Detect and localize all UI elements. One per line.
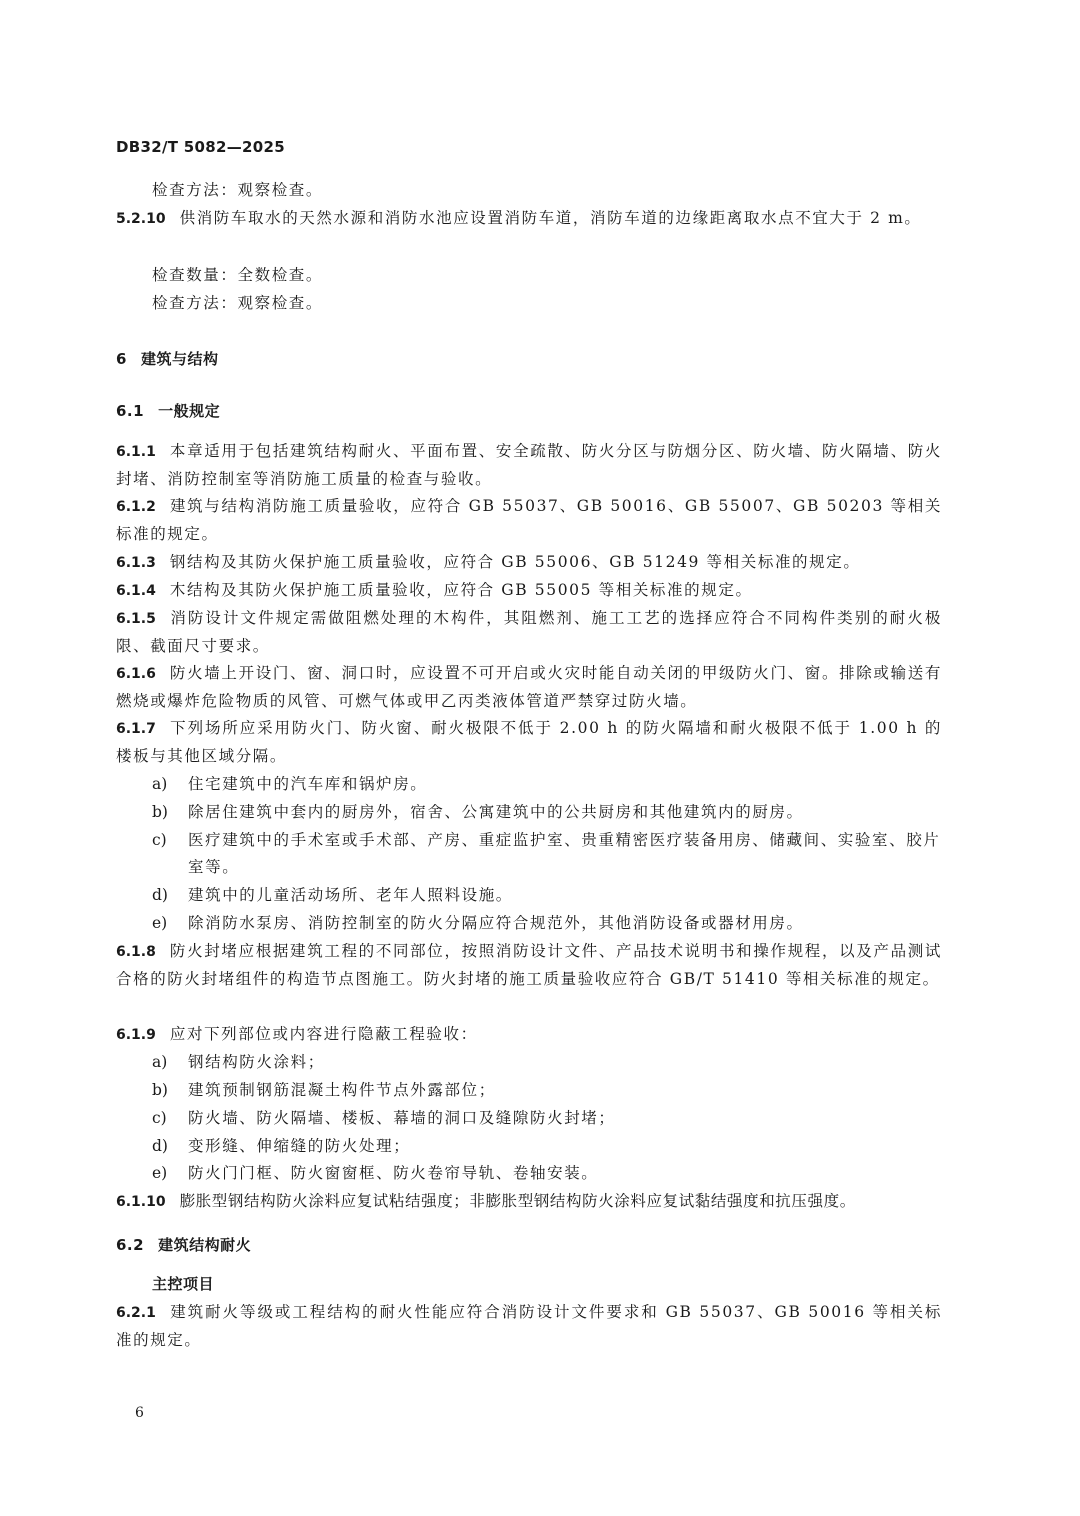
list-item (152, 1077, 942, 1104)
list-item (152, 771, 942, 798)
document-id-header: DB32/T 5082—2025 (116, 138, 285, 156)
list-text: 防火墙、防火隔墙、楼板、幕墙的洞口及缝隙防火封堵； (188, 1109, 616, 1127)
clause-text: 供消防车取水的天然水源和消防水池应设置消防车道，消防车道的边缘距离取水点不宜大于 2 m。 (179, 209, 922, 227)
clause-text: 防火墙上开设门、窗、洞口时，应设置不可开启或火灾时能自动关闭的甲级防火门、窗。排除或输送有燃烧或爆炸危险物质的风管、可燃气体或甲乙丙类液体管道严禁穿过防火墙。 (116, 664, 942, 710)
list-marker: a) (152, 775, 168, 793)
list-text: 住宅建筑中的汽车库和锅炉房。 (188, 775, 428, 793)
clause-6-1-6 (116, 660, 942, 715)
list-item (152, 1160, 942, 1187)
clause-number: 6.2.1 (116, 1305, 156, 1321)
page-number: 6 (135, 1405, 144, 1421)
list-item (152, 827, 942, 881)
clause-6-1-10 (116, 1188, 942, 1216)
clause-text: 建筑与结构消防施工质量验收，应符合 GB 55037、GB 50016、GB 55007、GB 50203 等相关标准的规定。 (116, 497, 942, 543)
clause-number: 6.1.9 (116, 1027, 156, 1043)
clause-text: 钢结构及其防火保护施工质量验收，应符合 GB 55006、GB 51249 等相关标准的规定。 (169, 553, 861, 571)
list-marker: b) (152, 1081, 168, 1099)
clause-text: 防火封堵应根据建筑工程的不同部位，按照消防设计文件、产品技术说明书和操作规程，以及产品测试合格的防火封堵组件的构造节点图施工。防火封堵的施工质量验收应符合 GB/T 51410 等相关标准的规定。 (116, 942, 942, 988)
list-text: 除居住建筑中套内的厨房外，宿舍、公寓建筑中的公共厨房和其他建筑内的厨房。 (188, 803, 804, 821)
list-text: 建筑预制钢筋混凝土构件节点外露部位； (188, 1081, 496, 1099)
clause-text: 应对下列部位或内容进行隐蔽工程验收： (169, 1025, 478, 1043)
list-item (152, 1133, 942, 1160)
clause-6-1-5 (116, 605, 942, 660)
list-marker: c) (152, 831, 167, 849)
section-number: 6 (116, 350, 127, 368)
check-quantity-line: 检查数量：全数检查。 (152, 266, 324, 284)
list-marker: e) (152, 1164, 168, 1182)
section-number: 6.2 (116, 1236, 145, 1254)
list-marker: d) (152, 1137, 168, 1155)
list-text: 除消防水泵房、消防控制室的防火分隔应符合规范外，其他消防设备或器材用房。 (188, 914, 804, 932)
clause-6-1-9 (116, 1021, 942, 1049)
section-heading-6 (116, 348, 218, 369)
main-items-heading: 主控项目 (152, 1275, 215, 1293)
clause-text: 下列场所应采用防火门、防火窗、耐火极限不低于 2.00 h 的防火隔墙和耐火极限不低于 1.00 h 的楼板与其他区域分隔。 (116, 719, 942, 765)
clause-number: 6.1.1 (116, 444, 156, 460)
clause-text: 本章适用于包括建筑结构耐火、平面布置、安全疏散、防火分区与防烟分区、防火墙、防火隔墙、防火封堵、消防控制室等消防施工质量的检查与验收。 (116, 442, 942, 488)
clause-number: 5.2.10 (116, 211, 166, 227)
section-title: 建筑结构耐火 (158, 1236, 252, 1254)
list-item (152, 1049, 942, 1076)
clause-number: 6.1.4 (116, 583, 156, 599)
section-heading-6-1 (116, 400, 220, 421)
list-item (152, 1105, 942, 1132)
check-method-line: 检查方法：观察检查。 (152, 294, 324, 312)
clause-text: 木结构及其防火保护施工质量验收，应符合 GB 55005 等相关标准的规定。 (169, 581, 753, 599)
clause-number: 6.1.6 (116, 666, 156, 682)
list-marker: e) (152, 914, 168, 932)
list-marker: d) (152, 886, 168, 904)
clause-text: 消防设计文件规定需做阻燃处理的木构件，其阻燃剂、施工工艺的选择应符合不同构件类别的耐火极限、截面尺寸要求。 (116, 609, 942, 655)
clause-5-2-10 (116, 205, 942, 233)
clause-6-1-7 (116, 715, 942, 770)
section-heading-6-2 (116, 1234, 251, 1255)
list-marker: b) (152, 803, 168, 821)
clause-6-2-1 (116, 1299, 942, 1354)
list-text: 防火门门框、防火窗窗框、防火卷帘导轨、卷轴安装。 (188, 1164, 599, 1182)
clause-number: 6.1.8 (116, 944, 156, 960)
section-number: 6.1 (116, 402, 145, 420)
clause-6-1-8 (116, 938, 942, 993)
list-item (152, 910, 942, 937)
clause-6-1-1 (116, 438, 942, 493)
clause-number: 6.1.10 (116, 1194, 166, 1210)
clause-text: 膨胀型钢结构防火涂料应复试粘结强度；非膨胀型钢结构防火涂料应复试黏结强度和抗压强度。 (179, 1192, 856, 1210)
list-text: 钢结构防火涂料； (188, 1053, 325, 1071)
list-item (152, 799, 942, 826)
list-marker: c) (152, 1109, 167, 1127)
list-item (152, 882, 942, 909)
check-method-line: 检查方法：观察检查。 (152, 181, 324, 199)
list-text: 建筑中的儿童活动场所、老年人照料设施。 (188, 886, 513, 904)
clause-number: 6.1.5 (116, 611, 156, 627)
list-text: 变形缝、伸缩缝的防火处理； (188, 1137, 411, 1155)
list-text: 医疗建筑中的手术室或手术部、产房、重症监护室、贵重精密医疗装备用房、储藏间、实验室、胶片室等。 (188, 831, 941, 876)
clause-number: 6.1.2 (116, 499, 156, 515)
clause-6-1-2 (116, 493, 942, 548)
clause-text: 建筑耐火等级或工程结构的耐火性能应符合消防设计文件要求和 GB 55037、GB 50016 等相关标准的规定。 (116, 1303, 942, 1349)
clause-6-1-3 (116, 549, 942, 577)
section-title: 一般规定 (158, 402, 221, 420)
clause-number: 6.1.7 (116, 721, 156, 737)
clause-6-1-4 (116, 577, 942, 605)
clause-number: 6.1.3 (116, 555, 156, 571)
list-marker: a) (152, 1053, 168, 1071)
section-title: 建筑与结构 (140, 350, 219, 368)
